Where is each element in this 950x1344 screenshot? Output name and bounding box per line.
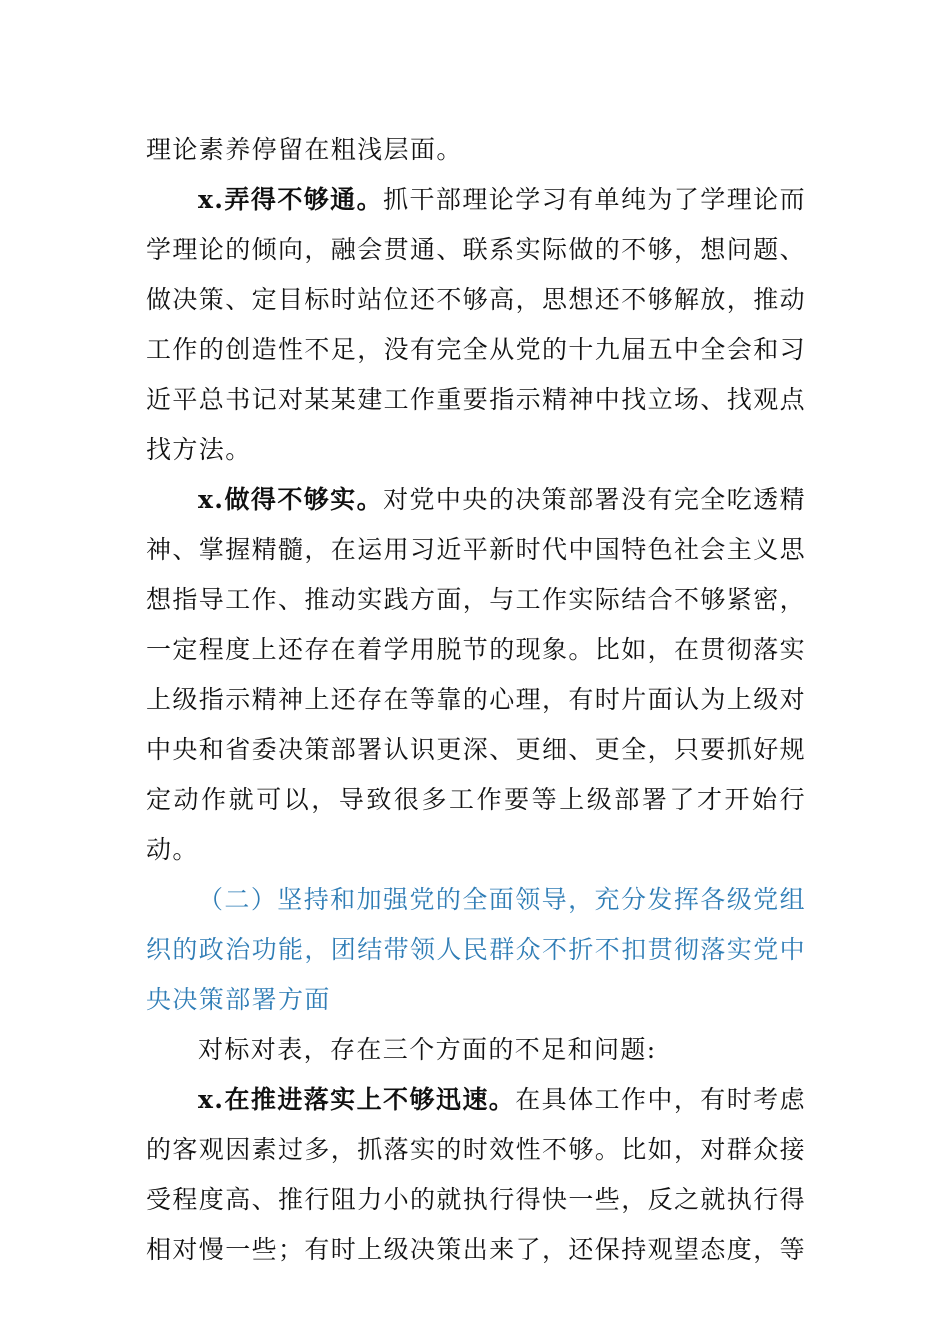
paragraph-intro	[146, 1025, 806, 1075]
paragraph-text: 抓干部理论学习有单纯为了学理论而学理论的倾向，融会贯通、联系实际做的不够，想问题、做决策、定目标时站位还不够高，思想还不够解放，推动工作的创造性不足，没有完全从党的十九届五中全会和习近平总书记对某某建工作重要指示精神中找立场、找观点找方法。	[146, 185, 807, 464]
document-body	[146, 125, 806, 1275]
paragraph-lead: x.在推进落实上不够迅速。	[198, 1085, 516, 1114]
section-heading	[146, 875, 806, 1025]
paragraph-continuation	[146, 125, 806, 175]
paragraph-text: 对标对表，存在三个方面的不足和问题:	[198, 1035, 657, 1064]
paragraph-point-understanding	[146, 175, 806, 475]
paragraph-text: 在具体工作中，有时考虑的客观因素过多，抓落实的时效性不够。比如，对群众接受程度高、推行阻力小的就执行得快一些，反之就执行得相对慢一些；有时上级决策出来了，还保持观望态度，等	[146, 1085, 807, 1264]
paragraph-text: 理论素养停留在粗浅层面。	[146, 135, 463, 164]
paragraph-point-practice	[146, 475, 806, 875]
paragraph-lead: x.弄得不够通。	[198, 185, 384, 214]
section-heading-text: （二）坚持和加强党的全面领导，充分发挥各级党组织的政治功能，团结带领人民群众不折不扣贯彻落实党中央决策部署方面	[146, 885, 807, 1014]
paragraph-text: 对党中央的决策部署没有完全吃透精神、掌握精髓，在运用习近平新时代中国特色社会主义思想指导工作、推动实践方面，与工作实际结合不够紧密，一定程度上还存在着学用脱节的现象。比如，在贯彻落实上级指示精神上还存在等靠的心理，有时片面认为上级对中央和省委决策部署认识更深、更细、更全，只要抓好规定动作就可以，导致很多工作要等上级部署了才开始行动。	[146, 485, 807, 864]
paragraph-point-implementation	[146, 1075, 806, 1275]
paragraph-lead: x.做得不够实。	[198, 485, 384, 514]
